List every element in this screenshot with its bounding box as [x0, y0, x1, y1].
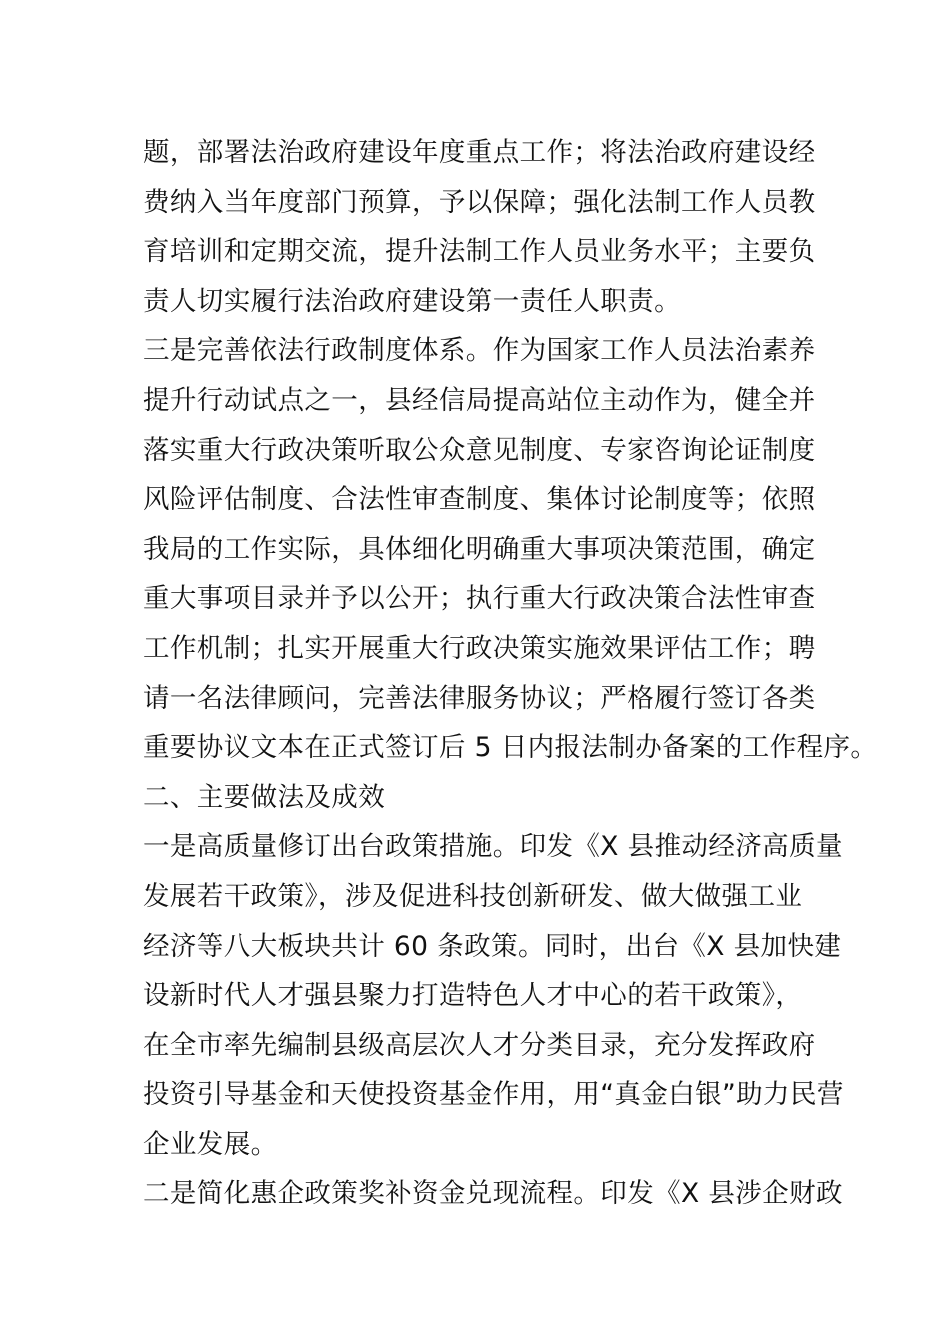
text-line: 二是简化惠企政策奖补资金兑现流程。印发《X 县涉企财政 [143, 1178, 843, 1210]
text-line: 工作机制；扎实开展重大行政决策实施效果评估工作；聘 [143, 632, 816, 664]
text-line: 责人切实履行法治政府建设第一责任人职责。 [143, 285, 681, 317]
text-line: 落实重大行政决策听取公众意见制度、专家咨询论证制度 [143, 434, 816, 466]
text-line: 投资引导基金和天使投资基金作用，用“真金白银”助力民营 [143, 1079, 844, 1111]
text-line: 我局的工作实际，具体细化明确重大事项决策范围，确定 [143, 533, 816, 565]
text-line: 费纳入当年度部门预算，予以保障；强化法制工作人员教 [143, 186, 816, 218]
text-line: 风险评估制度、合法性审查制度、集体讨论制度等；依照 [143, 484, 816, 516]
text-line: 企业发展。 [143, 1128, 278, 1160]
text-line: 题，部署法治政府建设年度重点工作；将法治政府建设经 [143, 137, 816, 168]
text-line: 育培训和定期交流，提升法制工作人员业务水平；主要负 [143, 236, 816, 268]
text-line: 重要协议文本在正式签订后 5 日内报法制办备案的工作程序。 [143, 732, 878, 764]
text-line: 发展若干政策》，涉及促进科技创新研发、做大做强工业 [143, 880, 803, 912]
text-line: 重大事项目录并予以公开；执行重大行政决策合法性审查 [143, 583, 816, 615]
text-line: 请一名法律顾问，完善法律服务协议；严格履行签订各类 [143, 682, 816, 714]
text-line: 一是高质量修订出台政策措施。印发《X 县推动经济高质量 [143, 831, 843, 863]
text-line: 在全市率先编制县级高层次人才分类目录，充分发挥政府 [143, 1029, 816, 1061]
text-line: 设新时代人才强县聚力打造特色人才中心的若干政策》， [143, 980, 803, 1012]
text-line: 经济等八大板块共计 60 条政策。同时，出台《X 县加快建 [143, 930, 842, 962]
text-line: 提升行动试点之一，县经信局提高站位主动作为，健全并 [143, 384, 816, 416]
document-body [143, 128, 878, 1219]
section-heading: 二、主要做法及成效 [143, 781, 386, 813]
text-line: 三是完善依法行政制度体系。作为国家工作人员法治素养 [143, 335, 816, 367]
